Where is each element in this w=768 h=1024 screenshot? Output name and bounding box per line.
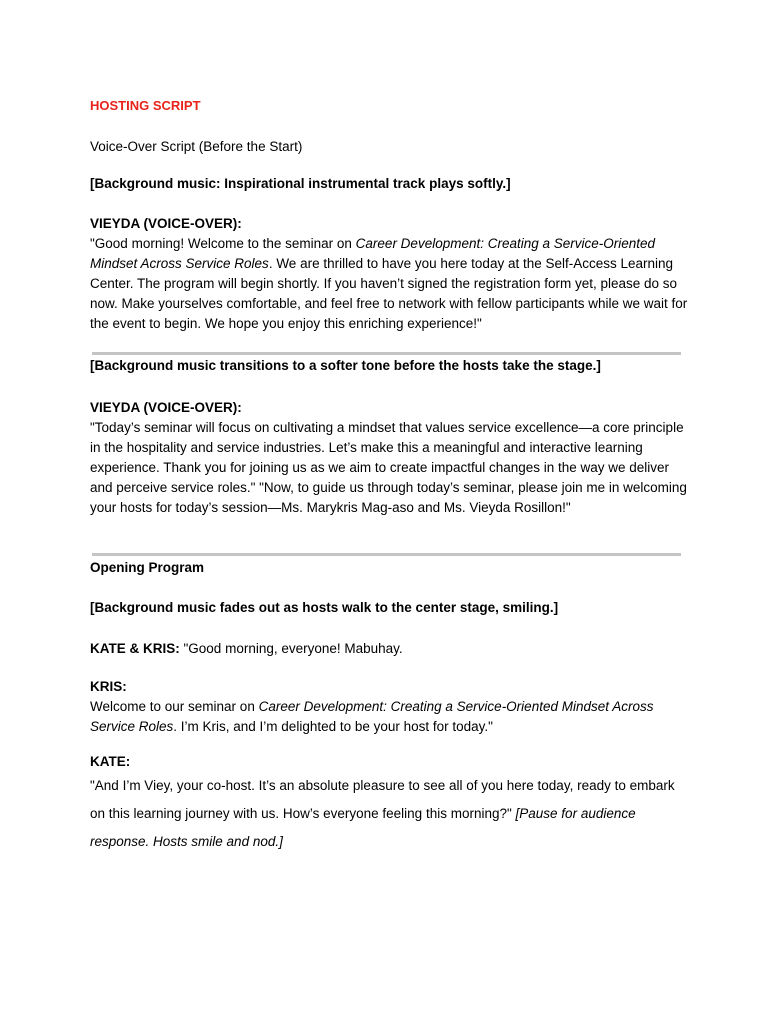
document-heading: HOSTING SCRIPT [90, 98, 201, 113]
voice-over-section-1 [90, 214, 690, 334]
paragraph-text: "Good morning! Welcome to the seminar on [90, 236, 356, 251]
seminar-title: Career Development: Creating a Service-Oriented Mindset Across Service Roles [90, 699, 654, 734]
kate-kris-line [90, 639, 690, 659]
stage-cue-1: [Background music: Inspirational instrumental track plays softly.] [90, 176, 511, 191]
opening-program-heading: Opening Program [90, 560, 205, 575]
dialogue-text: Welcome to our seminar on [90, 699, 259, 714]
voice-over-section-2 [90, 398, 690, 518]
dialogue-text: "And I’m Viey, your co-host. It’s an absolute pleasure to see all of you here today, ready to embark on this learning journey with us. How’s everyone feeling this morning?" [90, 778, 675, 821]
paragraph-welcome [90, 234, 690, 334]
dialogue-text [90, 772, 690, 856]
stage-cue-inline: [Pause for audience response. Hosts smile and nod.] [90, 806, 636, 849]
divider [92, 352, 681, 355]
paragraph-focus: "Today’s seminar will focus on cultivating a mindset that values service excellence—a core principle in the hospitality and service industries. Let’s make this a meaningful and interactive learning experience. Thank you for joining us as we aim to create impactful changes in the way we deliver and perceive service roles." "Now, to guide us through today’s seminar, please join me in welcoming your hosts for today’s session—Ms. Marykris Mag-aso and Ms. Vieyda Rosillon!" [90, 420, 687, 515]
voice-over-title: Voice-Over Script (Before the Start) [90, 139, 303, 154]
dialogue-text [90, 697, 690, 737]
dialogue-text: . I’m Kris, and I’m delighted to be your host for today." [173, 719, 493, 734]
speaker-label: KATE & KRIS: [90, 641, 180, 656]
paragraph-text: . We are thrilled to have you here today at the Self-Access Learning Center. The program will begin shortly. If you haven’t signed the registration form yet, please do so now. Make yourselves comfortable, and feel free to network with fellow participants while we wait for the event to begin. We hope you enjoy this enriching experience!" [90, 256, 688, 331]
seminar-title: Career Development: Creating a Service-Oriented Mindset Across Service Roles [90, 236, 656, 271]
kate-section [90, 752, 690, 856]
speaker-label: KATE: [90, 754, 131, 769]
stage-cue-2: [Background music transitions to a softer tone before the hosts take the stage.] [90, 358, 601, 373]
divider [92, 553, 681, 556]
speaker-label: KRIS: [90, 679, 127, 694]
dialogue-text: "Good morning, everyone! Mabuhay. [179, 641, 403, 656]
speaker-label: VIEYDA (VOICE-OVER): [90, 400, 242, 415]
speaker-label: VIEYDA (VOICE-OVER): [90, 216, 242, 231]
kris-section [90, 677, 690, 737]
stage-cue-3: [Background music fades out as hosts walk to the center stage, smiling.] [90, 600, 559, 615]
